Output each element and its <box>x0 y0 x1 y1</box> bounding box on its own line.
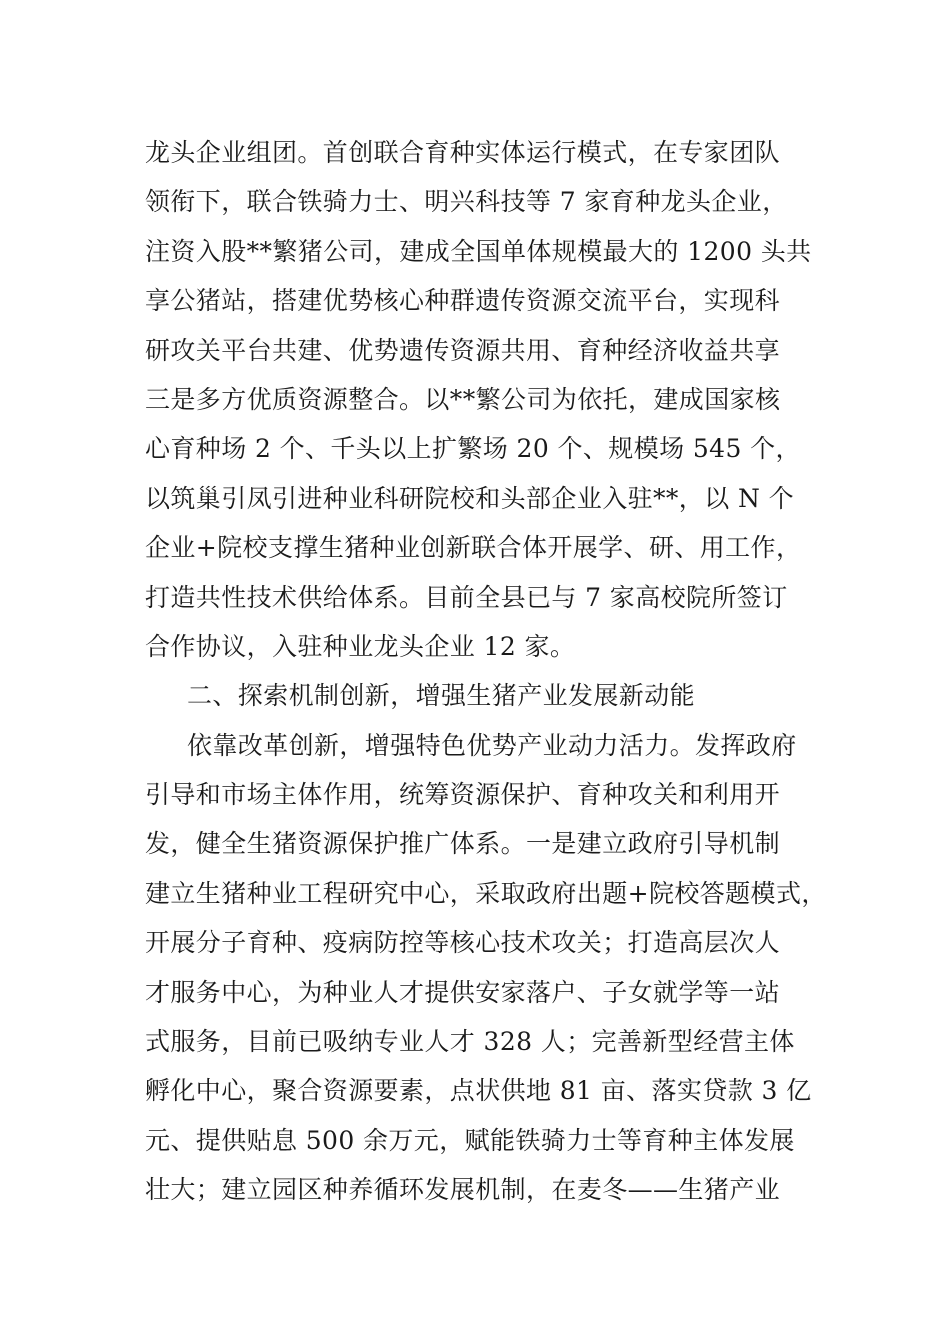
text-line: 注资入股**繁猪公司，建成全国单体规模最大的 1200 头共 <box>145 236 812 266</box>
text-line: 元、提供贴息 500 余万元，赋能铁骑力士等育种主体发展 <box>145 1125 795 1155</box>
text-line: 建立生猪种业工程研究中心，采取政府出题+院校答题模式， <box>145 878 827 908</box>
text-line: 三是多方优质资源整合。以**繁公司为依托，建成国家核 <box>145 384 781 414</box>
text-line: 领衔下，联合铁骑力士、明兴科技等 7 家育种龙头企业， <box>145 187 788 217</box>
text-line: 开展分子育种、疫病防控等核心技术攻关；打造高层次人 <box>145 928 781 958</box>
text-line: 心育种场 2 个、千头以上扩繁场 20 个、规模场 545 个， <box>145 434 801 464</box>
text-line: 打造共性技术供给体系。目前全县已与 7 家高校院所签订 <box>145 582 788 612</box>
text-line: 发，健全生猪资源保护推广体系。一是建立政府引导机制 <box>145 829 781 859</box>
document-body <box>145 128 825 1215</box>
text-line: 引导和市场主体作用，统筹资源保护、育种攻关和利用开 <box>145 780 781 810</box>
section-heading: 二、探索机制创新，增强生猪产业发展新动能 <box>187 681 696 711</box>
text-line: 孵化中心，聚合资源要素，点状供地 81 亩、落实贷款 3 亿 <box>145 1076 812 1106</box>
paragraph-first-line: 依靠改革创新，增强特色优势产业动力活力。发挥政府 <box>187 730 797 760</box>
text-line: 才服务中心，为种业人才提供安家落户、子女就学等一站 <box>145 977 781 1007</box>
text-line: 享公猪站，搭建优势核心种群遗传资源交流平台，实现科 <box>145 286 781 316</box>
text-line: 以筑巢引凤引进种业科研院校和头部企业入驻**，以 N 个 <box>145 483 794 513</box>
text-line: 龙头企业组团。首创联合育种实体运行模式，在专家团队 <box>145 138 781 167</box>
text-line: 式服务，目前已吸纳专业人才 328 人；完善新型经营主体 <box>145 1027 795 1057</box>
text-line: 研攻关平台共建、优势遗传资源共用、育种经济收益共享 <box>145 335 781 365</box>
text-line: 壮大；建立园区种养循环发展机制，在麦冬——生猪产业 <box>145 1175 781 1205</box>
text-line: 企业+院校支撑生猪种业创新联合体开展学、研、用工作， <box>145 533 802 563</box>
text-line: 合作协议，入驻种业龙头企业 12 家。 <box>145 631 576 661</box>
